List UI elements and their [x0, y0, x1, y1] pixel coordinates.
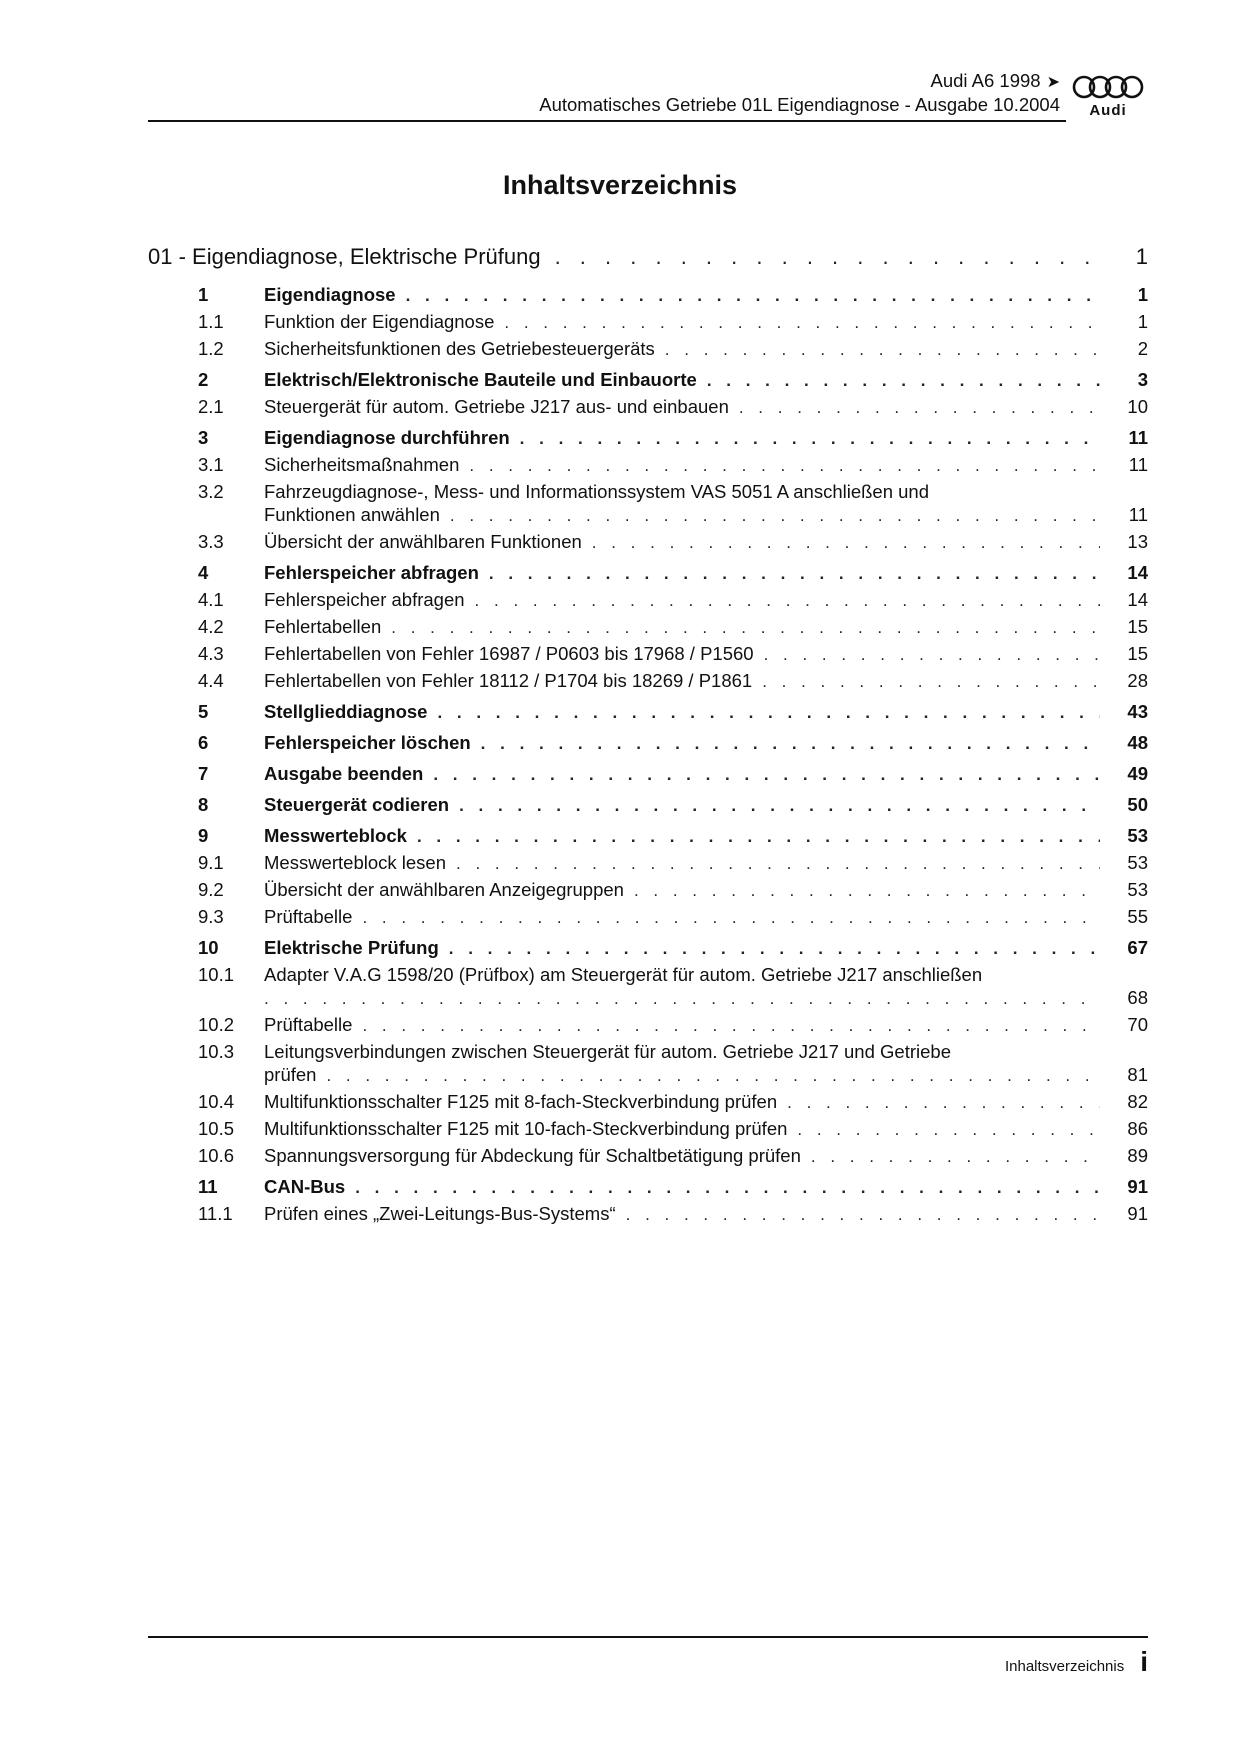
- toc-number: 7: [198, 763, 209, 784]
- toc-page: 55: [1127, 906, 1148, 927]
- dot-leader: [707, 369, 1100, 392]
- toc-list: [148, 276, 1148, 1226]
- audi-logo: [1068, 74, 1148, 122]
- toc-number: 11: [198, 1176, 218, 1197]
- dot-leader: [520, 427, 1100, 450]
- toc-subsection[interactable]: [148, 963, 1148, 1010]
- toc-number: 1: [198, 284, 209, 305]
- toc-number: 9.1: [198, 852, 224, 873]
- dot-leader: [456, 852, 1100, 875]
- toc-page: 49: [1127, 763, 1148, 784]
- dot-leader: [450, 504, 1100, 527]
- toc-page: 82: [1127, 1091, 1148, 1112]
- chapter-page: 1: [1135, 244, 1148, 269]
- page-header: [148, 70, 1148, 126]
- toc-title-line1: Adapter V.A.G 1598/20 (Prüfbox) am Steuergerät für autom. Getriebe J217 anschließen: [264, 964, 983, 985]
- toc-number: 1.2: [198, 338, 224, 359]
- dot-leader: [362, 1014, 1100, 1037]
- toc-number: 3: [198, 427, 209, 448]
- toc-number: 2: [198, 369, 209, 390]
- toc-title: CAN-Bus: [264, 1176, 346, 1197]
- toc-subsection[interactable]: [148, 878, 1148, 902]
- toc-number: 9: [198, 825, 209, 846]
- page-title: Inhaltsverzeichnis: [502, 170, 738, 200]
- toc-subsection[interactable]: [148, 851, 1148, 875]
- dot-leader: [433, 763, 1100, 786]
- dot-leader: [787, 1091, 1100, 1114]
- toc-page: 1: [1137, 311, 1148, 332]
- dot-leader: [489, 562, 1100, 585]
- dot-leader: [626, 1203, 1100, 1226]
- toc-page: 11: [1128, 504, 1148, 525]
- toc-subsection[interactable]: [148, 1013, 1148, 1037]
- toc-title: prüfen: [264, 1064, 317, 1085]
- dot-leader: [475, 589, 1100, 612]
- toc-section[interactable]: [148, 762, 1148, 786]
- toc-page: 91: [1127, 1176, 1148, 1197]
- toc-page: 86: [1127, 1118, 1148, 1139]
- dot-leader: [362, 906, 1100, 929]
- toc-title: Messwerteblock lesen: [264, 852, 446, 873]
- toc-page: 13: [1127, 531, 1148, 552]
- toc-title: Übersicht der anwählbaren Anzeigegruppen: [264, 879, 624, 900]
- toc-title: Steuergerät für autom. Getriebe J217 aus- und einbauen: [264, 396, 729, 417]
- toc-page: 43: [1127, 701, 1148, 722]
- dot-leader: [391, 616, 1100, 639]
- toc-title: Fehlertabellen: [264, 616, 382, 637]
- toc-number: 9.2: [198, 879, 224, 900]
- toc-subsection[interactable]: [148, 642, 1148, 666]
- toc-subsection[interactable]: [148, 1090, 1148, 1114]
- toc-number: 4.4: [198, 670, 224, 691]
- dot-leader: [437, 701, 1100, 724]
- toc-number: 10.3: [198, 1041, 235, 1062]
- header-rule: [148, 120, 1066, 122]
- toc-section[interactable]: [148, 731, 1148, 755]
- dot-leader: [665, 338, 1100, 361]
- toc-page: 14: [1127, 562, 1148, 583]
- toc-section[interactable]: [148, 700, 1148, 724]
- toc-section[interactable]: [148, 1175, 1148, 1199]
- toc-number: 3.3: [198, 531, 224, 552]
- toc-section[interactable]: [148, 793, 1148, 817]
- toc-page: 48: [1127, 732, 1148, 753]
- toc-section[interactable]: [148, 561, 1148, 585]
- toc-page: 89: [1127, 1145, 1148, 1166]
- dot-leader: [634, 879, 1100, 902]
- toc-title: Messwerteblock: [264, 825, 407, 846]
- toc-page: 67: [1127, 937, 1148, 958]
- toc-number: 4: [198, 562, 209, 583]
- toc-number: 4.2: [198, 616, 224, 637]
- toc-number: 1.1: [198, 311, 224, 332]
- toc-subsection[interactable]: [148, 395, 1148, 419]
- toc-page: 2: [1137, 338, 1148, 359]
- toc-page: 1: [1137, 284, 1148, 305]
- toc-title: Prüftabelle: [264, 906, 353, 927]
- toc-subsection[interactable]: [148, 905, 1148, 929]
- toc-section[interactable]: [148, 824, 1148, 848]
- toc-number: 10.5: [198, 1118, 235, 1139]
- toc-title: Fehlerspeicher abfragen: [264, 589, 465, 610]
- dot-leader: [762, 670, 1100, 693]
- toc-page: 53: [1127, 879, 1148, 900]
- dot-leader: [469, 454, 1100, 477]
- dot-leader: [406, 284, 1100, 307]
- toc-page: 15: [1127, 616, 1148, 637]
- toc-title: Eigendiagnose durchführen: [264, 427, 510, 448]
- chapter-label: 01 - Eigendiagnose, Elektrische Prüfung: [148, 244, 541, 269]
- toc-page: 53: [1127, 825, 1148, 846]
- toc-title: Multifunktionsschalter F125 mit 10-fach-Steckverbindung prüfen: [264, 1118, 788, 1139]
- toc-subsection[interactable]: [148, 1202, 1148, 1226]
- toc-title: Übersicht der anwählbaren Funktionen: [264, 531, 582, 552]
- toc-subsection[interactable]: [148, 530, 1148, 554]
- header-text: [539, 70, 1060, 116]
- toc-number: 9.3: [198, 906, 224, 927]
- toc-number: 3.1: [198, 454, 224, 475]
- toc-title: Ausgabe beenden: [264, 763, 424, 784]
- toc-title: Prüftabelle: [264, 1014, 353, 1035]
- toc-number: 11.1: [198, 1203, 233, 1224]
- toc-page: 14: [1127, 589, 1148, 610]
- toc-title: Sicherheitsfunktionen des Getriebesteuergeräts: [264, 338, 655, 359]
- toc-page: 28: [1127, 670, 1148, 691]
- toc-title-line1: Leitungsverbindungen zwischen Steuergerät für autom. Getriebe J217 und Getriebe: [264, 1041, 951, 1062]
- toc-page: 11: [1128, 454, 1148, 475]
- toc-page: 68: [1127, 987, 1148, 1008]
- toc-subsection[interactable]: [148, 310, 1148, 334]
- dot-leader: [459, 794, 1100, 817]
- footer-rule: [148, 1636, 1148, 1638]
- toc-number: 10.4: [198, 1091, 235, 1112]
- audi-rings-icon: [1068, 74, 1148, 102]
- toc-page: 70: [1127, 1014, 1148, 1035]
- dot-leader: [481, 732, 1100, 755]
- toc-subsection[interactable]: [148, 1040, 1148, 1087]
- dot-leader: [592, 531, 1100, 554]
- toc-number: 4.3: [198, 643, 224, 664]
- dot-leader: [504, 311, 1100, 334]
- toc-title-line1: Fahrzeugdiagnose-, Mess- und Informationssystem VAS 5051 A anschließen und: [264, 481, 929, 502]
- toc-section[interactable]: [148, 426, 1148, 450]
- dot-leader: [355, 1176, 1100, 1199]
- toc-subsection[interactable]: [148, 669, 1148, 693]
- toc-subsection[interactable]: [148, 480, 1148, 527]
- dot-leader: [555, 240, 1106, 274]
- toc-subsection[interactable]: [148, 615, 1148, 639]
- toc-title: Fehlerspeicher löschen: [264, 732, 471, 753]
- toc-subsection[interactable]: [148, 1117, 1148, 1141]
- toc-title: Steuergerät codieren: [264, 794, 450, 815]
- arrow-icon: ➤: [1046, 74, 1060, 91]
- toc-subsection[interactable]: [148, 453, 1148, 477]
- toc-section[interactable]: [148, 283, 1148, 307]
- toc-section[interactable]: [148, 368, 1148, 392]
- toc-title: Spannungsversorgung für Abdeckung für Schaltbetätigung prüfen: [264, 1145, 801, 1166]
- dot-leader: [811, 1145, 1100, 1168]
- toc-section[interactable]: [148, 936, 1148, 960]
- footer-label: Inhaltsverzeichnis: [1004, 1658, 1125, 1675]
- toc-title: Elektrisch/Elektronische Bauteile und Einbauorte: [264, 369, 697, 390]
- dot-leader: [739, 396, 1100, 419]
- toc-page: 10: [1127, 396, 1148, 417]
- toc-number: 3.2: [198, 481, 224, 502]
- audi-wordmark: Audi: [1089, 102, 1127, 119]
- toc-title: Eigendiagnose: [264, 284, 396, 305]
- toc-subsection[interactable]: [148, 588, 1148, 612]
- dot-leader: [797, 1118, 1100, 1141]
- toc-title: Prüfen eines „Zwei-Leitungs-Bus-Systems“: [264, 1203, 616, 1224]
- toc-title: Funktion der Eigendiagnose: [264, 311, 495, 332]
- toc-number: 10.6: [198, 1145, 235, 1166]
- toc-page: 53: [1127, 852, 1148, 873]
- toc-title: Stellglieddiagnose: [264, 701, 428, 722]
- toc-title: Fehlertabellen von Fehler 18112 / P1704 bis 18269 / P1861: [264, 670, 753, 691]
- dot-leader: [264, 987, 1100, 1010]
- dot-leader: [764, 643, 1100, 666]
- toc-page: 50: [1127, 794, 1148, 815]
- toc-title: Sicherheitsmaßnahmen: [264, 454, 460, 475]
- toc-number: 6: [198, 732, 209, 753]
- toc-number: 4.1: [198, 589, 224, 610]
- toc-title: Fehlerspeicher abfragen: [264, 562, 479, 583]
- toc-number: 10.2: [198, 1014, 235, 1035]
- toc-chapter[interactable]: [148, 240, 1148, 274]
- page-footer: [1005, 1648, 1148, 1681]
- toc-title: Funktionen anwählen: [264, 504, 440, 525]
- toc-page: 3: [1137, 369, 1148, 390]
- toc-title: Elektrische Prüfung: [264, 937, 439, 958]
- footer-page-number: i: [1140, 1646, 1148, 1677]
- toc-subsection[interactable]: [148, 337, 1148, 361]
- toc-number: 5: [198, 701, 209, 722]
- toc-page: 81: [1127, 1064, 1148, 1085]
- header-subtitle: Automatisches Getriebe 01L Eigendiagnose - Ausgabe 10.2004: [539, 94, 1060, 115]
- toc-subsection[interactable]: [148, 1144, 1148, 1168]
- toc-number: 8: [198, 794, 209, 815]
- toc-title: Multifunktionsschalter F125 mit 8-fach-Steckverbindung prüfen: [264, 1091, 778, 1112]
- toc-number: 10.1: [198, 964, 235, 985]
- toc-page: 91: [1127, 1203, 1148, 1224]
- dot-leader: [417, 825, 1100, 848]
- dot-leader: [449, 937, 1100, 960]
- toc-page: 15: [1127, 643, 1148, 664]
- dot-leader: [326, 1064, 1100, 1087]
- toc-title: Fehlertabellen von Fehler 16987 / P0603 bis 17968 / P1560: [264, 643, 754, 664]
- toc-number: 10: [198, 937, 219, 958]
- header-model: Audi A6 1998: [930, 70, 1041, 91]
- toc-number: 2.1: [198, 396, 224, 417]
- toc-page: 11: [1128, 427, 1148, 448]
